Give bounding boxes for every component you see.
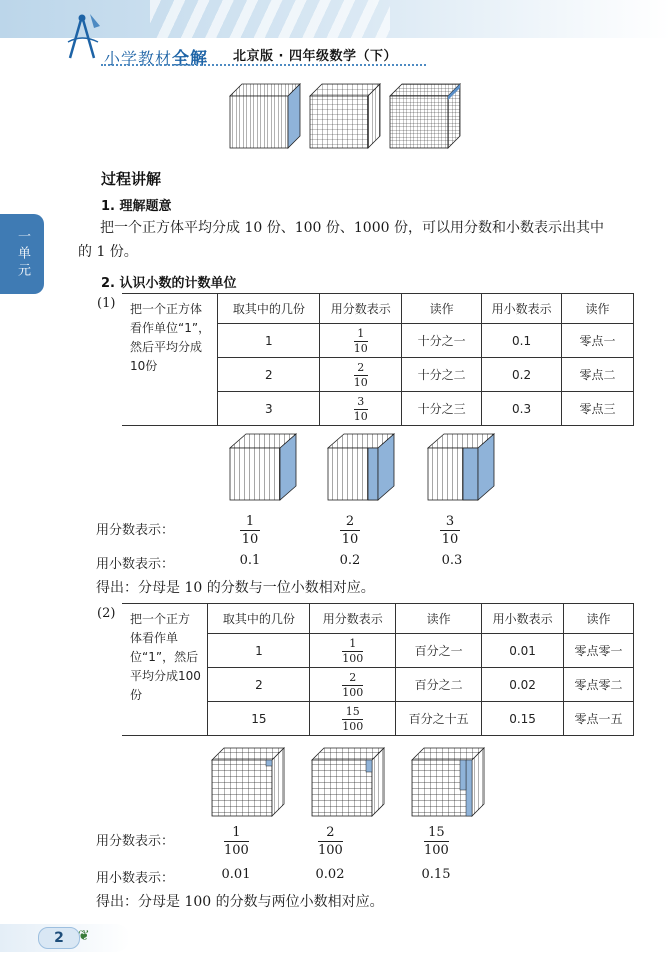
step1-paragraph	[78, 216, 638, 264]
reading-cell: 零点二	[562, 358, 634, 392]
table1-description: 把一个正方体看作单位“1”，然后平均分成10份	[122, 294, 218, 426]
fraction-value	[440, 510, 460, 547]
parts-cell: 1	[218, 324, 320, 358]
denominator: 100	[224, 843, 249, 858]
parts-cell: 15	[208, 702, 310, 736]
brand-title: 小学教材全解	[104, 49, 209, 69]
fraction-cell	[310, 668, 396, 702]
table1-header: 读作	[562, 294, 634, 324]
step2-title: 2. 认识小数的计数单位	[101, 276, 237, 291]
denominator: 100	[318, 843, 343, 858]
table1-header: 用小数表示	[482, 294, 562, 324]
cube-two-tenths	[328, 434, 394, 500]
denominator: 10	[353, 410, 368, 423]
fraction-value	[340, 510, 360, 547]
reading-cell: 零点三	[562, 392, 634, 426]
conclusion-hundredths: 得出：分母是 100 的分数与两位小数相对应。	[96, 894, 384, 910]
fraction-cell	[310, 634, 396, 668]
header-dotted-rule	[101, 64, 426, 66]
cube-thousandths	[390, 84, 460, 148]
table2-header: 用小数表示	[482, 604, 564, 634]
denominator: 100	[342, 720, 364, 733]
tenths-cube-illustrations	[224, 430, 514, 504]
cube-one-hundredth	[212, 748, 284, 816]
decimal-value: 0.2	[339, 553, 361, 568]
reading-cell: 十分之一	[402, 324, 482, 358]
numerator: 1	[357, 327, 365, 340]
compass-ruler-logo-icon	[64, 12, 102, 62]
denominator: 100	[342, 652, 364, 665]
decimal-cell: 0.02	[482, 668, 564, 702]
page-number: 2	[38, 927, 80, 949]
numerator: 15	[428, 825, 445, 840]
cube-two-hundredths	[312, 748, 384, 816]
reading-cell: 零点一五	[564, 702, 634, 736]
numerator: 1	[349, 637, 357, 650]
numerator: 3	[357, 395, 365, 408]
reading-cell: 零点零二	[564, 668, 634, 702]
decimal-value: 0.01	[221, 867, 251, 882]
decimal-row-label: 用小数表示：	[96, 557, 175, 572]
reading-cell: 百分之十五	[396, 702, 482, 736]
table2-marker: (2)	[97, 606, 116, 621]
table2-header: 读作	[564, 604, 634, 634]
numerator: 1	[232, 825, 241, 840]
table1-header: 读作	[402, 294, 482, 324]
table2-header: 用分数表示	[310, 604, 396, 634]
cube-tenths	[230, 84, 300, 148]
denominator: 10	[241, 532, 259, 547]
parts-cell: 2	[218, 358, 320, 392]
hundredths-cube-illustrations	[206, 740, 506, 820]
denominator: 10	[441, 532, 459, 547]
reading-cell: 十分之二	[402, 358, 482, 392]
table2-header: 取其中的几份	[208, 604, 310, 634]
denominator: 10	[341, 532, 359, 547]
numerator: 2	[326, 825, 335, 840]
reading-cell: 十分之三	[402, 392, 482, 426]
parts-cell: 3	[218, 392, 320, 426]
denominator: 100	[342, 686, 364, 699]
step1-title: 1. 理解题意	[101, 199, 172, 214]
denominator: 10	[353, 376, 368, 389]
fraction-cell	[310, 702, 396, 736]
book-info: 北京版 · 四年级数学（下）	[233, 49, 397, 64]
decimal-value: 0.1	[239, 553, 261, 568]
numerator: 1	[245, 514, 255, 529]
denominator: 100	[424, 843, 449, 858]
numerator: 2	[357, 361, 365, 374]
numerator: 3	[445, 514, 455, 529]
decimal-cell: 0.01	[482, 634, 564, 668]
table1-header: 取其中的几份	[218, 294, 320, 324]
reading-cell: 百分之二	[396, 668, 482, 702]
section-title: 过程讲解	[101, 170, 162, 188]
fraction-value	[240, 510, 260, 547]
decimal-cell: 0.3	[482, 392, 562, 426]
reading-cell: 百分之一	[396, 634, 482, 668]
reading-cell: 零点一	[562, 324, 634, 358]
fraction-row-label: 用分数表示：	[96, 834, 175, 849]
parts-cell: 1	[208, 634, 310, 668]
top-cube-illustrations	[222, 74, 462, 152]
step1-line2: 的 1 份。	[78, 244, 138, 260]
table1	[122, 293, 634, 426]
decimal-value: 0.15	[421, 867, 451, 882]
numerator: 2	[345, 514, 355, 529]
leaf-icon: ❦	[78, 928, 90, 944]
fraction-cell	[320, 392, 402, 426]
numerator: 2	[349, 671, 357, 684]
step1-line1: 把一个正方体平均分成 10 份、100 份、1000 份，可以用分数和小数表示出其中	[100, 220, 604, 236]
table2-header: 读作	[396, 604, 482, 634]
fraction-cell	[320, 324, 402, 358]
unit-side-tab: 一单元	[0, 214, 44, 294]
table1-header: 用分数表示	[320, 294, 402, 324]
denominator: 10	[353, 342, 368, 355]
cube-one-tenth	[230, 434, 296, 500]
decimal-value: 0.3	[441, 553, 463, 568]
cube-three-tenths	[428, 434, 494, 500]
decimal-value: 0.02	[315, 867, 345, 882]
fraction-cell	[320, 358, 402, 392]
decimal-cell: 0.15	[482, 702, 564, 736]
fraction-value	[318, 821, 343, 858]
numerator: 15	[345, 705, 360, 718]
fraction-value	[224, 821, 249, 858]
reading-cell: 零点零一	[564, 634, 634, 668]
fraction-value	[424, 821, 449, 858]
cube-hundredths	[310, 84, 380, 148]
decimal-cell: 0.1	[482, 324, 562, 358]
decimal-cell: 0.2	[482, 358, 562, 392]
header-stripes	[150, 0, 390, 38]
fraction-row-label: 用分数表示：	[96, 523, 175, 538]
conclusion-tenths: 得出：分母是 10 的分数与一位小数相对应。	[96, 580, 375, 596]
table2	[122, 603, 634, 736]
table2-description: 把一个正方体看作单位“1”，然后平均分成100份	[122, 604, 208, 736]
decimal-row-label: 用小数表示：	[96, 871, 175, 886]
table1-marker: (1)	[97, 296, 116, 311]
cube-fifteen-hundredths	[412, 748, 484, 816]
parts-cell: 2	[208, 668, 310, 702]
